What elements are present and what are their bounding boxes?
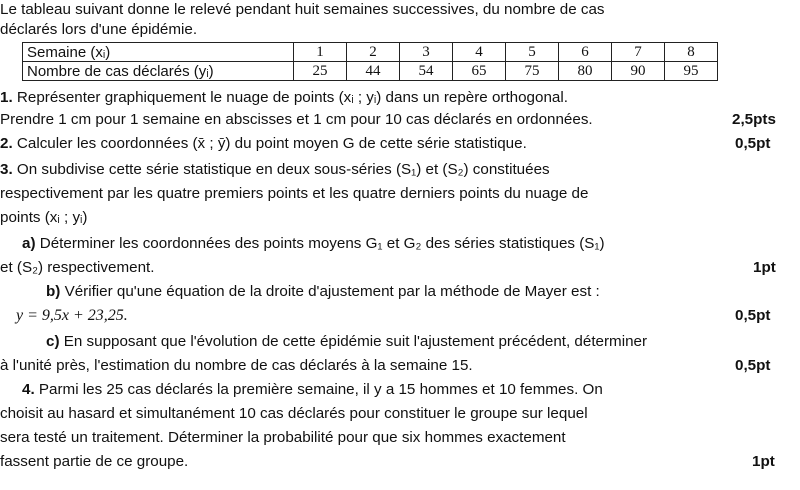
q4-text-1: Parmi les 25 cas déclarés la première semaine, il y a 15 hommes et 10 femmes. On [38, 381, 603, 398]
q3c-points: 0,5pt [735, 357, 771, 374]
x-value: 1 [294, 43, 347, 62]
q3b-text-1: Vérifier qu'une équation de la droite d'ajustement par la méthode de Mayer est : [64, 283, 600, 300]
q3-number: 3. [0, 161, 13, 178]
q3b-label: b) [46, 283, 61, 300]
y-value: 25 [294, 62, 347, 81]
q3-line-1 [0, 160, 550, 180]
y-value: 75 [506, 62, 559, 81]
q3a-line-1 [22, 234, 605, 254]
q4-line-2: choisit au hasard et simultanément 10 cas déclarés pour constituer le groupe sur lequel [0, 405, 588, 422]
x-value: 6 [559, 43, 612, 62]
q2-points: 0,5pt [735, 135, 771, 152]
y-value: 54 [400, 62, 453, 81]
q3c-line-1 [46, 332, 647, 352]
q2-number: 2. [0, 135, 13, 152]
x-value: 5 [506, 43, 559, 62]
q3-line-2: respectivement par les quatre premiers points et les quatre derniers points du nuage de [0, 185, 589, 202]
q1-line-2: Prendre 1 cm pour 1 semaine en abscisses et 1 cm pour 10 cas déclarés en ordonnées. [0, 111, 593, 128]
q3b-line-1 [46, 282, 600, 302]
q3a-label: a) [22, 235, 36, 252]
row-y-label: Nombre de cas déclarés (yᵢ) [23, 62, 294, 81]
q4-line-1 [22, 380, 603, 400]
data-table [22, 42, 718, 81]
y-value: 90 [612, 62, 665, 81]
x-value: 7 [612, 43, 665, 62]
table-row-x [23, 43, 718, 62]
q2-text: Calculer les coordonnées (x̄ ; ȳ) du point moyen G de cette série statistique. [16, 135, 527, 152]
row-x-label: Semaine (xᵢ) [23, 43, 294, 62]
q3b-points: 0,5pt [735, 307, 771, 324]
table-row-y [23, 62, 718, 81]
y-value: 80 [559, 62, 612, 81]
q1-line-1 [0, 88, 568, 108]
intro-line-1: Le tableau suivant donne le relevé pendant huit semaines successives, du nombre de cas [0, 1, 605, 18]
intro-line-2: déclarés lors d'une épidémie. [0, 21, 198, 38]
x-value: 3 [400, 43, 453, 62]
q3-line-3: points (xᵢ ; yᵢ) [0, 209, 88, 226]
q1-points: 2,5pts [732, 111, 776, 128]
q4-points: 1pt [752, 453, 775, 470]
q2-line [0, 134, 527, 154]
q3b-equation: y = 9,5x + 23,25. [16, 307, 128, 324]
x-value: 8 [665, 43, 718, 62]
q4-line-4: fassent partie de ce groupe. [0, 453, 189, 470]
q3c-text-1: En supposant que l'évolution de cette épidémie suit l'ajustement précédent, déterminer [63, 333, 648, 350]
y-value: 44 [347, 62, 400, 81]
q1-number: 1. [0, 89, 13, 106]
q3a-line-2: et (S₂) respectivement. [0, 259, 155, 276]
x-value: 4 [453, 43, 506, 62]
x-value: 2 [347, 43, 400, 62]
q3a-text-1: Déterminer les coordonnées des points moyens G₁ et G₂ des séries statistiques (S₁) [39, 235, 605, 252]
q4-line-3: sera testé un traitement. Déterminer la probabilité pour que six hommes exactement [0, 429, 566, 446]
y-value: 95 [665, 62, 718, 81]
q4-number: 4. [22, 381, 35, 398]
q3c-label: c) [46, 333, 60, 350]
q1-text-1: Représenter graphiquement le nuage de points (xᵢ ; yᵢ) dans un repère orthogonal. [16, 89, 568, 106]
q3c-line-2: à l'unité près, l'estimation du nombre de cas déclarés à la semaine 15. [0, 357, 473, 374]
y-value: 65 [453, 62, 506, 81]
q3a-points: 1pt [753, 259, 776, 276]
q3-text-1: On subdivise cette série statistique en deux sous-séries (S₁) et (S₂) constituées [16, 161, 550, 178]
